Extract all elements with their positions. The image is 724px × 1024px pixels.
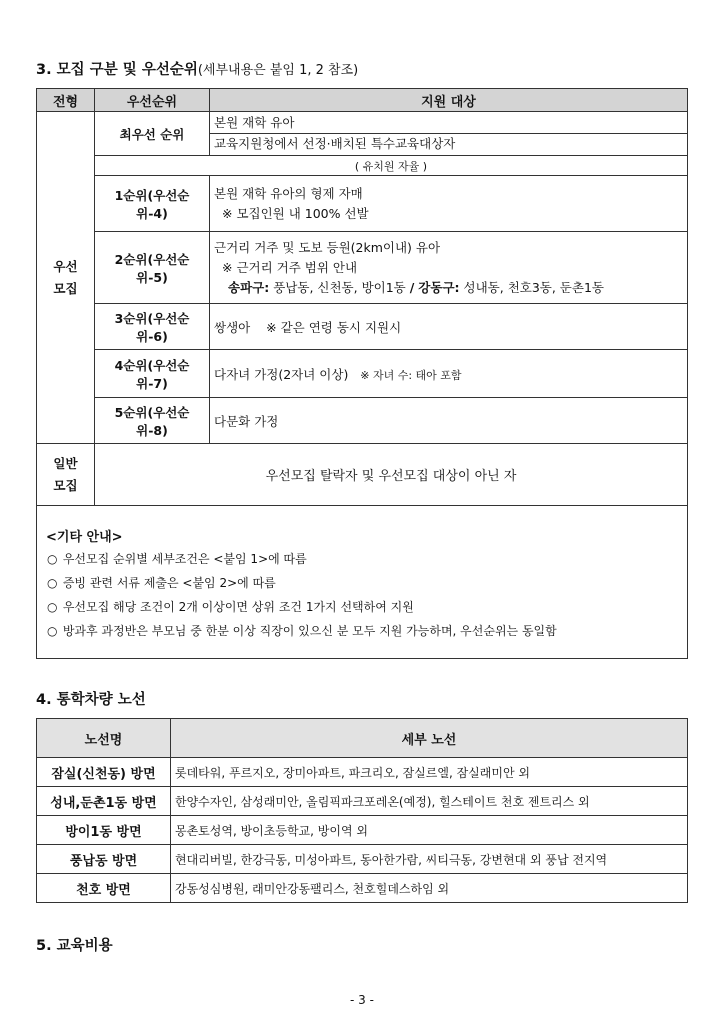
- rank4-main: 다자녀 가정(2자녀 이상): [214, 366, 349, 382]
- songpa-areas: 풍납동, 신천동, 방이1동: [273, 279, 406, 295]
- etc-item: [47, 550, 307, 567]
- rank2-line-2: ※ 근거리 거주 범위 안내: [222, 259, 358, 275]
- header-route-detail: 세부 노선: [171, 719, 688, 758]
- rank4-target: [210, 350, 688, 398]
- etc-item-text: 우선모집 해당 조건이 2개 이상이면 상위 조건 1가지 선택하여 지원: [62, 600, 414, 614]
- header-type: 전형: [37, 89, 95, 112]
- table-row: [37, 816, 688, 845]
- general-target: 우선모집 탈락자 및 우선모집 대상이 아닌 자: [95, 444, 688, 506]
- rank5-label: 5순위(우선순위-8): [95, 398, 210, 444]
- rank3-target: [210, 304, 688, 350]
- gangdong-areas: 성내동, 천호3동, 둔촌1동: [463, 279, 604, 295]
- rank4-label: 4순위(우선순위-7): [95, 350, 210, 398]
- rank2-line-1: 근거리 거주 및 도보 등원(2km이내) 유아: [214, 239, 441, 255]
- kindergarten-note: ( 유치원 자율 ): [95, 156, 688, 176]
- top-priority-target-1: 본원 재학 유아: [214, 115, 295, 130]
- etc-item-text: 방과후 과정반은 부모님 중 한분 이상 직장이 있으신 분 모두 지원 가능하며, 우선순위는 동일함: [62, 624, 557, 638]
- route-detail: 현대리버빌, 한강극동, 미성아파트, 동아한가람, 씨티극동, 강변현대 외 풍납 전지역: [171, 845, 688, 874]
- header-target: 지원 대상: [210, 89, 688, 112]
- etc-item: [47, 598, 414, 615]
- rank1-line-1: 본원 재학 유아의 형제 자매: [214, 185, 363, 201]
- route-detail: 몽촌토성역, 방이초등학교, 방이역 외: [171, 816, 688, 845]
- rank5-target: 다문화 가정: [210, 398, 688, 444]
- priority-table: [36, 88, 688, 506]
- table-row: [37, 787, 688, 816]
- section5-title: 5. 교육비용: [36, 938, 113, 954]
- table-row: [37, 758, 688, 787]
- bullet-icon: ○: [47, 600, 58, 614]
- section3-heading: [36, 58, 358, 79]
- top-priority-label: 최우선 순위: [95, 112, 210, 156]
- etc-item: [47, 622, 557, 639]
- route-detail: 강동성심병원, 래미안강동팰리스, 천호힐데스하임 외: [171, 874, 688, 903]
- route-name: 성내,둔촌1동 방면: [37, 787, 171, 816]
- section3-title: 3. 모집 구분 및 우선순위: [36, 62, 198, 78]
- etc-info-box: [36, 502, 688, 659]
- route-detail: 롯데타워, 푸르지오, 장미아파트, 파크리오, 잠실르엘, 잠실래미안 외: [171, 758, 688, 787]
- top-priority-targets: [210, 112, 688, 156]
- etc-item: [47, 574, 276, 591]
- page-number: - 3 -: [350, 993, 374, 1007]
- rank3-note: ※ 같은 연령 동시 지원시: [266, 319, 402, 335]
- rank1-line-2: ※ 모집인원 내 100% 선발: [222, 205, 369, 221]
- gangdong-label: 강동구:: [418, 279, 460, 295]
- etc-item-text: 증빙 관련 서류 제출은 <붙임 2>에 따름: [62, 576, 276, 590]
- general-group-label: 일반 모집: [37, 444, 95, 506]
- rank2-areas: [214, 278, 683, 298]
- songpa-label: 송파구:: [228, 279, 270, 295]
- section4-title: 4. 통학차량 노선: [36, 692, 146, 708]
- bullet-icon: ○: [47, 552, 58, 566]
- top-priority-target-2: 교육지원청에서 선정·배치된 특수교육대상자: [210, 133, 687, 154]
- bullet-icon: ○: [47, 624, 58, 638]
- route-name: 방이1동 방면: [37, 816, 171, 845]
- etc-title: <기타 안내>: [46, 530, 123, 545]
- rank2-target: [210, 232, 688, 304]
- rank4-note: ※ 자녀 수: 태아 포함: [360, 368, 462, 382]
- table-row: [37, 845, 688, 874]
- area-separator: /: [409, 279, 415, 295]
- table-row: [37, 874, 688, 903]
- section3-note: (세부내용은 붙임 1, 2 참조): [197, 63, 359, 78]
- route-detail: 한양수자인, 삼성래미안, 올림픽파크포레온(예정), 힐스테이트 천호 젠트리스 외: [171, 787, 688, 816]
- rank1-label: 1순위(우선순위-4): [95, 176, 210, 232]
- header-route-name: 노선명: [37, 719, 171, 758]
- rank3-main: 쌍생아: [214, 319, 251, 335]
- route-name: 천호 방면: [37, 874, 171, 903]
- bus-route-table: [36, 718, 688, 903]
- priority-group-label: 우선 모집: [37, 112, 95, 444]
- etc-item-text: 우선모집 순위별 세부조건은 <붙임 1>에 따름: [62, 552, 307, 566]
- rank2-label: 2순위(우선순위-5): [95, 232, 210, 304]
- bullet-icon: ○: [47, 576, 58, 590]
- header-priority: 우선순위: [95, 89, 210, 112]
- route-name: 잠실(신천동) 방면: [37, 758, 171, 787]
- rank1-target: [210, 176, 688, 232]
- rank3-label: 3순위(우선순위-6): [95, 304, 210, 350]
- route-name: 풍납동 방면: [37, 845, 171, 874]
